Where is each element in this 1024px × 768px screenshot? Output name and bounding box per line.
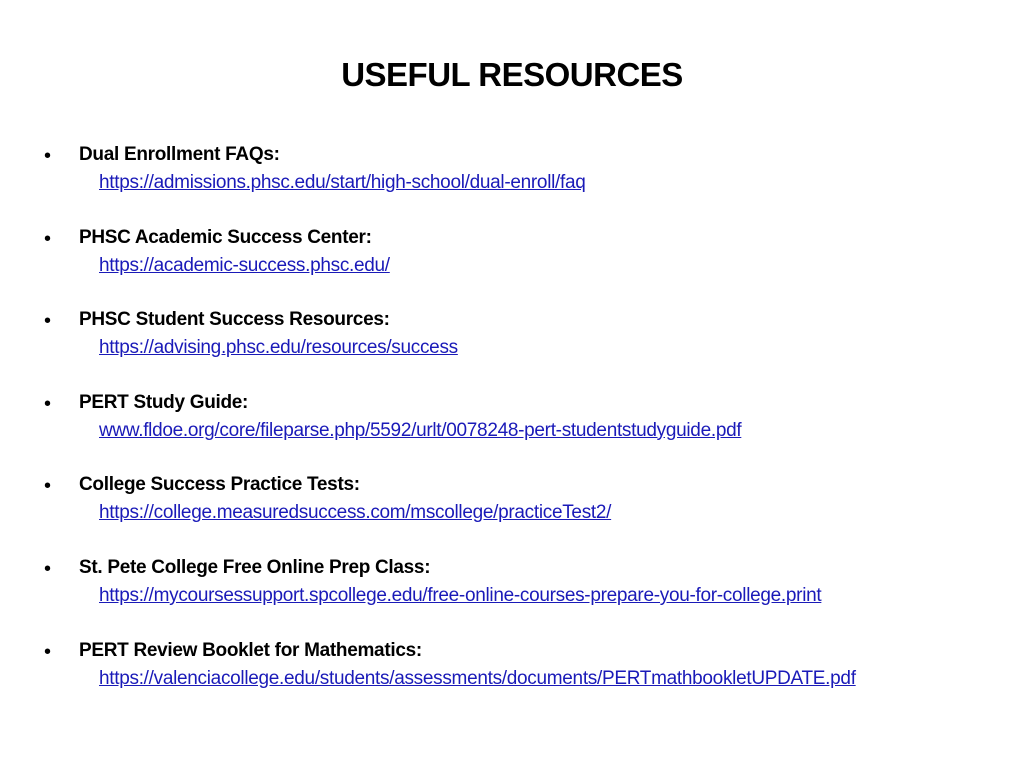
resource-link[interactable]: https://college.measuredsuccess.com/mscollege/practiceTest2/: [99, 502, 612, 524]
bullet-icon: •: [44, 227, 52, 250]
resource-item: [44, 307, 1004, 390]
slide-title: USEFUL RESOURCES: [341, 56, 683, 93]
resource-label: Dual Enrollment FAQs:: [79, 144, 280, 165]
resource-label: PHSC Student Success Resources:: [79, 309, 390, 331]
resource-item: [44, 225, 1004, 308]
resource-link[interactable]: https://admissions.phsc.edu/start/high-school/dual-enroll/faq: [99, 172, 586, 193]
resource-link[interactable]: https://mycoursessupport.spcollege.edu/free-online-courses-prepare-you-for-college.print: [99, 584, 822, 606]
bullet-icon: •: [44, 392, 52, 415]
bullet-icon: •: [44, 145, 52, 167]
resource-item: [44, 142, 1004, 225]
resource-label: PERT Study Guide:: [79, 391, 249, 413]
resource-label: PERT Review Booklet for Mathematics:: [79, 639, 422, 661]
bullet-icon: •: [44, 557, 52, 580]
resource-link[interactable]: https://valenciacollege.edu/students/assessments/documents/PERTmathbookletUPDATE.pdf: [99, 667, 856, 689]
resource-item: [44, 555, 1004, 638]
resource-link[interactable]: www.fldoe.org/core/fileparse.php/5592/urlt/0078248-pert-studentstudyguide.pdf: [99, 419, 742, 441]
resource-link[interactable]: https://advising.phsc.edu/resources/success: [99, 337, 458, 359]
resource-label: St. Pete College Free Online Prep Class:: [79, 556, 431, 578]
resource-link[interactable]: https://academic-success.phsc.edu/: [99, 254, 390, 276]
resource-item: [44, 472, 1004, 555]
resource-item: [44, 390, 1004, 473]
resource-item: [44, 638, 1004, 721]
bullet-icon: •: [44, 310, 52, 333]
bullet-icon: •: [44, 640, 52, 663]
resource-label: College Success Practice Tests:: [79, 474, 360, 496]
resource-label: PHSC Academic Success Center:: [79, 226, 372, 248]
bullet-icon: •: [44, 475, 52, 498]
resource-list: [44, 142, 1004, 720]
